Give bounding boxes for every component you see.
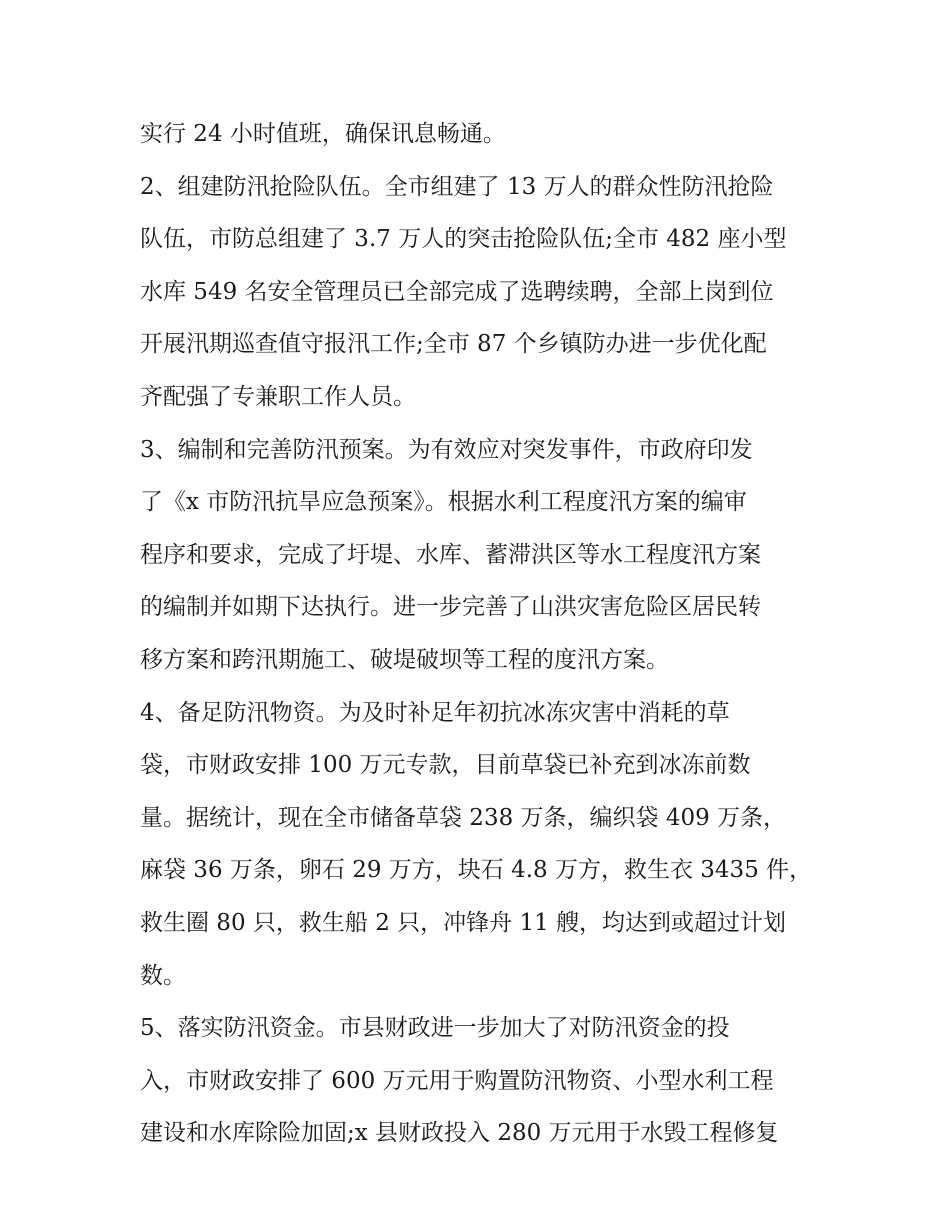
text-line: 了《x 市防汛抗旱应急预案》。根据水利工程度汛方案的编审	[140, 489, 747, 516]
text-line: 入，市财政安排了 600 万元用于购置防汛物资、小型水利工程	[140, 1067, 774, 1094]
text-line: 3、编制和完善防汛预案。为有效应对突发事件，市政府印发	[140, 436, 753, 463]
document-body	[140, 108, 820, 1160]
text-line: 建设和水库除险加固;x 县财政投入 280 万元用于水毁工程修复	[140, 1120, 779, 1147]
text-line: 麻袋 36 万条，卵石 29 万方，块石 4.8 万方，救生衣 3435 件，	[140, 857, 813, 884]
text-line: 实行 24 小时值班，确保讯息畅通。	[140, 121, 506, 147]
text-line: 齐配强了专兼职工作人员。	[140, 383, 416, 410]
text-line: 水库 549 名安全管理员已全部完成了选聘续聘，全部上岗到位	[140, 278, 774, 305]
text-line: 程序和要求，完成了圩堤、水库、蓄滞洪区等水工程度汛方案	[140, 541, 761, 568]
text-line: 2、组建防汛抢险队伍。全市组建了 13 万人的群众性防汛抢险	[140, 173, 774, 200]
text-line: 移方案和跨汛期施工、破堤破坝等工程的度汛方案。	[140, 646, 669, 673]
text-line: 的编制并如期下达执行。进一步完善了山洪灾害危险区居民转	[140, 594, 761, 621]
text-line: 队伍，市防总组建了 3.7 万人的突击抢险队伍;全市 482 座小型	[140, 226, 787, 253]
text-line: 4、备足防汛物资。为及时补足年初抗冰冻灾害中消耗的草	[140, 699, 730, 726]
text-line: 量。据统计，现在全市储备草袋 238 万条，编织袋 409 万条，	[140, 804, 787, 831]
text-line: 数。	[140, 962, 186, 989]
text-line: 开展汛期巡查值守报汛工作;全市 87 个乡镇防办进一步优化配	[140, 331, 767, 358]
text-line: 5、落实防汛资金。市县财政进一步加大了对防汛资金的投	[140, 1015, 730, 1042]
text-line: 救生圈 80 只，救生船 2 只，冲锋舟 11 艘，均达到或超过计划	[140, 909, 787, 936]
text-line: 袋，市财政安排 100 万元专款，目前草袋已补充到冰冻前数	[140, 752, 751, 779]
